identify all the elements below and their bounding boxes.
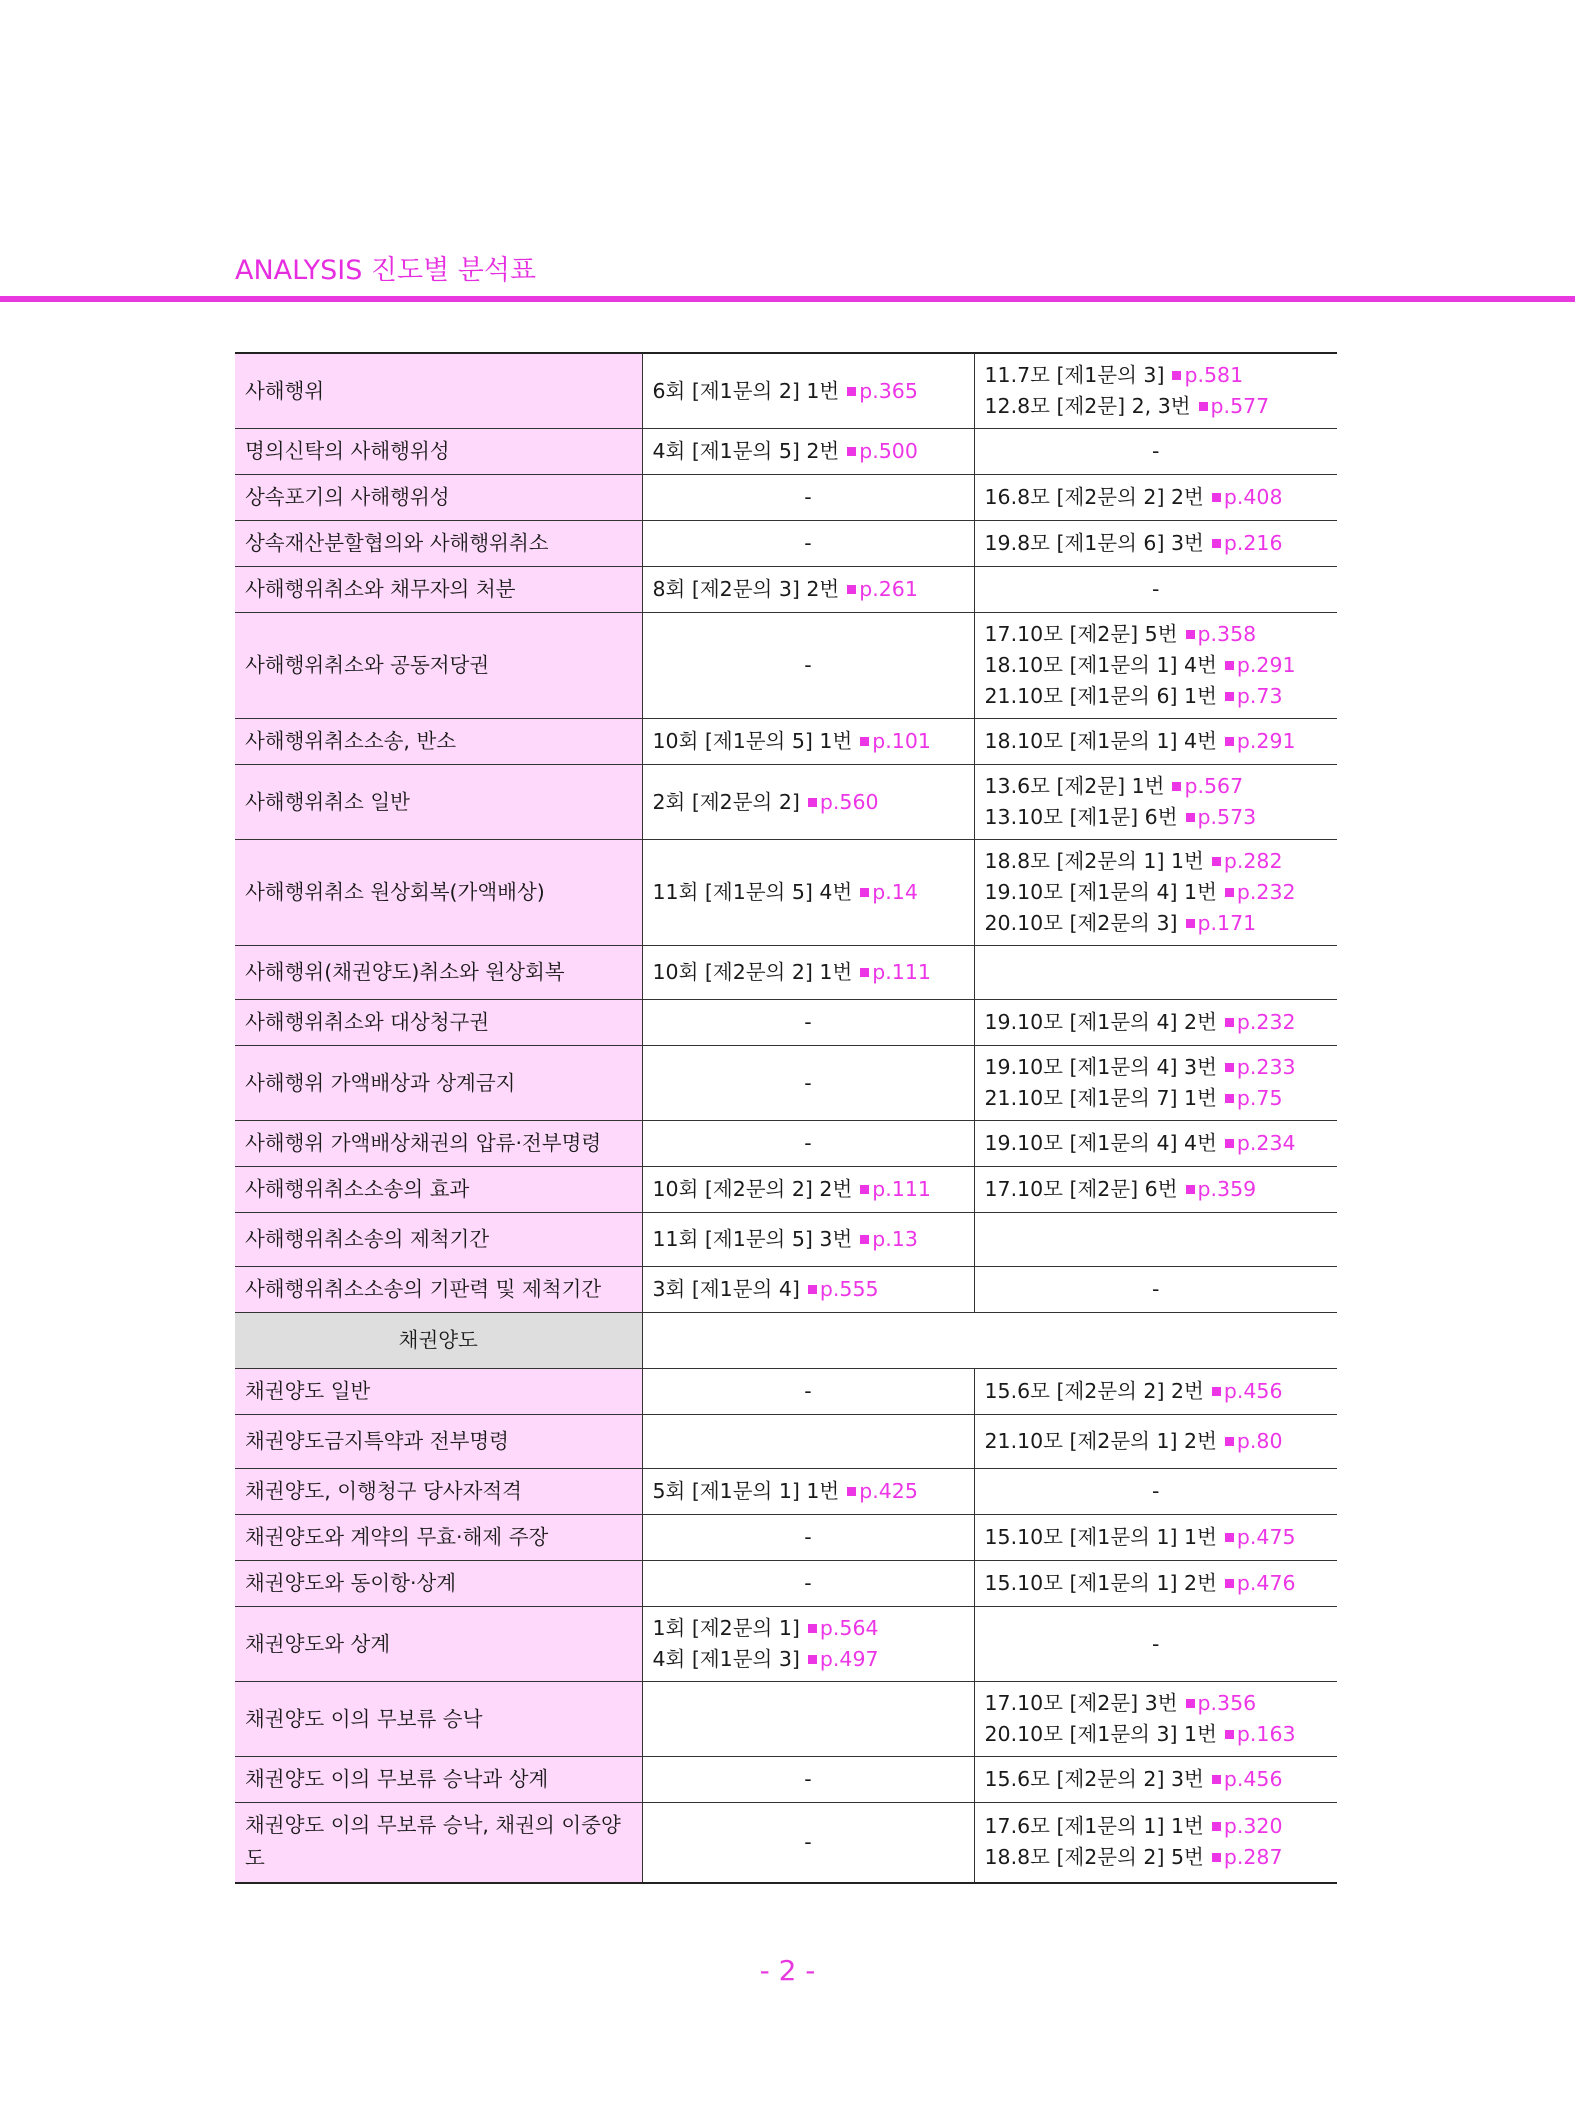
mock-exam-cell bbox=[974, 1046, 1337, 1121]
table-row bbox=[235, 1213, 1337, 1267]
page-marker-icon bbox=[1225, 737, 1234, 746]
table-row bbox=[235, 1267, 1337, 1313]
mock-exam-cell bbox=[974, 1561, 1337, 1607]
reference-line bbox=[985, 1426, 1328, 1457]
page-reference: p.497 bbox=[819, 1647, 879, 1671]
exam-cell bbox=[642, 1267, 974, 1313]
table-row bbox=[235, 567, 1337, 613]
mock-exam-cell bbox=[974, 719, 1337, 765]
reference-line bbox=[653, 877, 964, 908]
reference-text: 18.8모 [제2문의 2] 5번 bbox=[984, 1845, 1204, 1870]
page-reference: p.14 bbox=[872, 880, 918, 904]
topic-cell: 사해행위취소와 대상청구권 bbox=[235, 1000, 642, 1046]
mock-exam-cell bbox=[974, 613, 1337, 719]
page-marker-icon bbox=[1225, 1579, 1234, 1588]
topic-cell: 사해행위 가액배상과 상계금지 bbox=[235, 1046, 642, 1121]
page-reference: p.359 bbox=[1197, 1177, 1257, 1201]
page-marker-icon bbox=[847, 1487, 856, 1496]
reference-text: 20.10모 [제1문의 3] 1번 bbox=[984, 1722, 1217, 1746]
page-marker-icon bbox=[1212, 1387, 1221, 1396]
topic-cell: 사해행위취소소송, 반소 bbox=[235, 719, 642, 765]
reference-text: 4회 [제1문의 5] 2번 bbox=[652, 439, 840, 463]
page-reference: p.573 bbox=[1197, 805, 1257, 829]
page-marker-icon bbox=[1199, 402, 1208, 411]
reference-line bbox=[985, 1083, 1328, 1114]
topic-cell: 명의신탁의 사해행위성 bbox=[235, 429, 642, 475]
page-reference: p.282 bbox=[1223, 849, 1283, 873]
mock-exam-cell bbox=[974, 475, 1337, 521]
reference-line bbox=[985, 650, 1328, 681]
page-marker-icon bbox=[1186, 1699, 1195, 1708]
reference-text: 18.8모 [제2문의 1] 1번 bbox=[984, 849, 1204, 873]
page-reference: p.358 bbox=[1197, 622, 1257, 646]
mock-exam-cell bbox=[974, 1515, 1337, 1561]
reference-line bbox=[985, 1007, 1328, 1038]
page-reference: p.500 bbox=[859, 439, 918, 463]
reference-line bbox=[985, 482, 1328, 513]
page-marker-icon bbox=[1212, 493, 1221, 502]
topic-cell: 사해행위 가액배상채권의 압류·전부명령 bbox=[235, 1121, 642, 1167]
mock-exam-cell bbox=[974, 1167, 1337, 1213]
reference-line bbox=[985, 1522, 1328, 1553]
mock-exam-cell bbox=[974, 1000, 1337, 1046]
page-reference: p.408 bbox=[1223, 485, 1283, 509]
topic-cell: 채권양도 일반 bbox=[235, 1369, 642, 1415]
page-marker-icon bbox=[860, 968, 869, 977]
page-reference: p.101 bbox=[872, 729, 931, 753]
exam-cell bbox=[642, 1167, 974, 1213]
reference-text: 11회 [제1문의 5] 4번 bbox=[652, 880, 853, 904]
page-marker-icon bbox=[1186, 1185, 1195, 1194]
page-marker-icon bbox=[847, 585, 856, 594]
reference-text: 11.7모 [제1문의 3] bbox=[984, 363, 1165, 387]
page-reference: p.581 bbox=[1184, 363, 1244, 387]
page-marker-icon bbox=[860, 737, 869, 746]
reference-text: 15.6모 [제2문의 2] 3번 bbox=[984, 1767, 1204, 1791]
mock-exam-cell bbox=[974, 765, 1337, 840]
page-reference: p.287 bbox=[1223, 1845, 1283, 1870]
page-marker-icon bbox=[860, 1185, 869, 1194]
reference-text: 13.6모 [제2문] 1번 bbox=[984, 774, 1165, 798]
table-row bbox=[235, 1469, 1337, 1515]
topic-cell: 사해행위취소소송의 기판력 및 제척기간 bbox=[235, 1267, 642, 1313]
table-row bbox=[235, 1369, 1337, 1415]
page-marker-icon bbox=[860, 1235, 869, 1244]
exam-cell: - bbox=[642, 1121, 974, 1167]
exam-cell: - bbox=[642, 1803, 974, 1883]
exam-cell bbox=[642, 719, 974, 765]
reference-text: 10회 [제2문의 2] 2번 bbox=[652, 1177, 853, 1201]
page-reference: p.456 bbox=[1223, 1767, 1283, 1791]
reference-line bbox=[653, 787, 964, 818]
reference-text: 1회 [제2문의 1] bbox=[652, 1616, 800, 1640]
reference-line bbox=[653, 1644, 964, 1675]
reference-text: 11회 [제1문의 5] 3번 bbox=[652, 1227, 853, 1251]
page-marker-icon bbox=[1212, 539, 1221, 548]
exam-cell bbox=[642, 946, 974, 1000]
page-reference: p.80 bbox=[1236, 1429, 1283, 1453]
reference-text: 2회 [제2문의 2] bbox=[652, 789, 800, 814]
reference-line bbox=[653, 726, 964, 757]
page-marker-icon bbox=[1225, 1437, 1234, 1446]
page-reference: p.111 bbox=[872, 1177, 931, 1201]
table-row bbox=[235, 475, 1337, 521]
page-marker-icon bbox=[1225, 1063, 1234, 1072]
exam-cell bbox=[642, 1469, 974, 1515]
table-row bbox=[235, 719, 1337, 765]
mock-exam-cell bbox=[974, 1682, 1337, 1757]
exam-cell bbox=[642, 429, 974, 475]
page-marker-icon bbox=[808, 1285, 817, 1294]
exam-cell bbox=[642, 1607, 974, 1682]
page-header-title: ANALYSIS 진도별 분석표 bbox=[235, 255, 536, 286]
table-row bbox=[235, 1607, 1337, 1682]
section-title: 채권양도 bbox=[235, 1313, 642, 1369]
reference-text: 15.6모 [제2문의 2] 2번 bbox=[984, 1379, 1204, 1403]
page-marker-icon bbox=[1225, 692, 1234, 701]
page-marker-icon bbox=[1186, 919, 1195, 928]
reference-line bbox=[985, 360, 1328, 391]
exam-cell: - bbox=[642, 1000, 974, 1046]
mock-exam-cell bbox=[974, 353, 1337, 429]
page-marker-icon bbox=[1212, 1822, 1221, 1831]
topic-cell: 채권양도금지특약과 전부명령 bbox=[235, 1415, 642, 1469]
page-number: - 2 - bbox=[759, 1954, 816, 1987]
page-marker-icon bbox=[1212, 1775, 1221, 1784]
reference-line bbox=[985, 802, 1328, 833]
reference-text: 13.10모 [제1문] 6번 bbox=[984, 805, 1178, 829]
reference-text: 18.10모 [제1문의 1] 4번 bbox=[984, 729, 1217, 753]
reference-text: 21.10모 [제1문의 6] 1번 bbox=[984, 684, 1217, 708]
exam-cell bbox=[642, 765, 974, 840]
reference-line bbox=[985, 1052, 1328, 1083]
reference-text: 17.10모 [제2문] 6번 bbox=[984, 1177, 1178, 1201]
table-row bbox=[235, 521, 1337, 567]
page-marker-icon bbox=[808, 1624, 817, 1633]
page-reference: p.456 bbox=[1223, 1379, 1283, 1403]
page-reference: p.475 bbox=[1236, 1525, 1296, 1549]
reference-text: 19.10모 [제1문의 4] 1번 bbox=[984, 880, 1217, 904]
exam-cell bbox=[642, 840, 974, 946]
page-marker-icon bbox=[1225, 1139, 1234, 1148]
page-marker-icon bbox=[1225, 1533, 1234, 1542]
page-marker-icon bbox=[847, 447, 856, 456]
exam-cell: - bbox=[642, 1369, 974, 1415]
topic-cell: 상속재산분할협의와 사해행위취소 bbox=[235, 521, 642, 567]
page-reference: p.291 bbox=[1236, 729, 1296, 753]
topic-cell: 사해행위취소 일반 bbox=[235, 765, 642, 840]
table-row bbox=[235, 353, 1337, 429]
reference-text: 19.10모 [제1문의 4] 3번 bbox=[984, 1055, 1217, 1079]
page-reference: p.425 bbox=[859, 1479, 918, 1503]
page-reference: p.111 bbox=[872, 960, 931, 984]
page-marker-icon bbox=[1186, 630, 1195, 639]
page-reference: p.356 bbox=[1197, 1691, 1257, 1715]
page-marker-icon bbox=[1225, 1730, 1234, 1739]
page-reference: p.171 bbox=[1197, 911, 1257, 935]
mock-exam-cell bbox=[974, 521, 1337, 567]
reference-line bbox=[985, 681, 1328, 712]
topic-cell: 채권양도 이의 무보류 승낙 bbox=[235, 1682, 642, 1757]
reference-line bbox=[985, 771, 1328, 802]
reference-line bbox=[985, 908, 1328, 939]
reference-line bbox=[985, 1376, 1328, 1407]
reference-text: 17.6모 [제1문의 1] 1번 bbox=[984, 1814, 1204, 1839]
table-row bbox=[235, 613, 1337, 719]
page-reference: p.291 bbox=[1236, 653, 1296, 677]
reference-text: 15.10모 [제1문의 1] 1번 bbox=[984, 1525, 1217, 1549]
mock-exam-cell bbox=[974, 946, 1337, 1000]
topic-cell: 사해행위 bbox=[235, 353, 642, 429]
page-marker-icon bbox=[1172, 782, 1181, 791]
exam-cell: - bbox=[642, 475, 974, 521]
reference-text: 21.10모 [제2문의 1] 2번 bbox=[984, 1429, 1217, 1453]
mock-exam-cell bbox=[974, 840, 1337, 946]
exam-cell bbox=[642, 1415, 974, 1469]
reference-line bbox=[985, 1842, 1328, 1873]
reference-line bbox=[653, 376, 964, 407]
page-reference: p.564 bbox=[819, 1616, 879, 1640]
reference-text: 8회 [제2문의 3] 2번 bbox=[652, 577, 840, 601]
page-reference: p.567 bbox=[1184, 774, 1244, 798]
reference-text: 5회 [제1문의 1] 1번 bbox=[652, 1479, 840, 1503]
reference-line bbox=[985, 1128, 1328, 1159]
page-reference: p.234 bbox=[1236, 1131, 1296, 1155]
table-row bbox=[235, 1757, 1337, 1803]
mock-exam-cell bbox=[974, 1803, 1337, 1883]
reference-line bbox=[653, 1174, 964, 1205]
analysis-table bbox=[235, 352, 1337, 1884]
reference-line bbox=[653, 574, 964, 605]
reference-line bbox=[653, 436, 964, 467]
reference-line bbox=[653, 1613, 964, 1644]
page-marker-icon bbox=[847, 387, 856, 396]
page-marker-icon bbox=[1225, 661, 1234, 670]
page-reference: p.232 bbox=[1236, 880, 1296, 904]
reference-line bbox=[985, 391, 1328, 422]
page-reference: p.560 bbox=[819, 789, 879, 814]
page-marker-icon bbox=[1172, 371, 1181, 380]
table-row bbox=[235, 1803, 1337, 1883]
reference-line bbox=[985, 528, 1328, 559]
reference-text: 21.10모 [제1문의 7] 1번 bbox=[984, 1086, 1217, 1110]
reference-text: 15.10모 [제1문의 1] 2번 bbox=[984, 1571, 1217, 1595]
topic-cell: 채권양도 이의 무보류 승낙, 채권의 이중양도 bbox=[235, 1803, 642, 1883]
reference-text: 19.8모 [제1문의 6] 3번 bbox=[984, 531, 1204, 555]
reference-text: 17.10모 [제2문] 3번 bbox=[984, 1691, 1178, 1715]
table-row bbox=[235, 946, 1337, 1000]
reference-line bbox=[985, 619, 1328, 650]
mock-exam-cell bbox=[974, 1121, 1337, 1167]
page-marker-icon bbox=[808, 798, 817, 807]
exam-cell: - bbox=[642, 1046, 974, 1121]
reference-text: 12.8모 [제2문] 2, 3번 bbox=[984, 394, 1191, 418]
table-row bbox=[235, 840, 1337, 946]
reference-line bbox=[985, 1764, 1328, 1795]
reference-text: 20.10모 [제2문의 3] bbox=[984, 911, 1178, 935]
exam-cell bbox=[642, 567, 974, 613]
reference-text: 6회 [제1문의 2] 1번 bbox=[652, 378, 840, 403]
reference-text: 19.10모 [제1문의 4] 2번 bbox=[984, 1010, 1217, 1034]
reference-text: 4회 [제1문의 3] bbox=[652, 1647, 800, 1671]
page-marker-icon bbox=[1212, 857, 1221, 866]
reference-line bbox=[985, 726, 1328, 757]
page-reference: p.75 bbox=[1236, 1086, 1283, 1110]
section-row bbox=[235, 1313, 1337, 1369]
reference-line bbox=[985, 1688, 1328, 1719]
reference-text: 16.8모 [제2문의 2] 2번 bbox=[984, 485, 1204, 509]
exam-cell: - bbox=[642, 1757, 974, 1803]
page-reference: p.476 bbox=[1236, 1571, 1296, 1595]
table-row bbox=[235, 1167, 1337, 1213]
topic-cell: 채권양도, 이행청구 당사자적격 bbox=[235, 1469, 642, 1515]
page-marker-icon bbox=[1225, 1094, 1234, 1103]
mock-exam-cell bbox=[974, 1757, 1337, 1803]
mock-exam-cell: - bbox=[1152, 1479, 1160, 1503]
page-reference: p.13 bbox=[872, 1227, 918, 1251]
reference-line bbox=[653, 1274, 964, 1305]
reference-line bbox=[985, 846, 1328, 877]
topic-cell: 사해행위취소와 채무자의 처분 bbox=[235, 567, 642, 613]
topic-cell: 채권양도와 상계 bbox=[235, 1607, 642, 1682]
reference-line bbox=[653, 1224, 964, 1255]
mock-exam-cell: - bbox=[1152, 1277, 1160, 1301]
page-reference: p.320 bbox=[1223, 1814, 1283, 1839]
exam-cell bbox=[642, 1682, 974, 1757]
exam-cell: - bbox=[642, 1561, 974, 1607]
topic-cell: 채권양도 이의 무보류 승낙과 상계 bbox=[235, 1757, 642, 1803]
exam-cell: - bbox=[642, 613, 974, 719]
mock-exam-cell: - bbox=[1152, 439, 1160, 463]
topic-cell: 사해행위취소와 공동저당권 bbox=[235, 613, 642, 719]
mock-exam-cell: - bbox=[1152, 577, 1160, 601]
topic-cell: 사해행위취소송의 제척기간 bbox=[235, 1213, 642, 1267]
reference-text: 18.10모 [제1문의 1] 4번 bbox=[984, 653, 1217, 677]
header-divider bbox=[0, 296, 1575, 302]
table-row bbox=[235, 1682, 1337, 1757]
reference-text: 10회 [제2문의 2] 1번 bbox=[652, 960, 853, 984]
table-row bbox=[235, 1515, 1337, 1561]
page-reference: p.232 bbox=[1236, 1010, 1296, 1034]
page-reference: p.233 bbox=[1236, 1055, 1296, 1079]
table-row bbox=[235, 1000, 1337, 1046]
exam-cell bbox=[642, 353, 974, 429]
topic-cell: 채권양도와 동이항·상계 bbox=[235, 1561, 642, 1607]
exam-cell bbox=[642, 1213, 974, 1267]
topic-cell: 사해행위취소 원상회복(가액배상) bbox=[235, 840, 642, 946]
mock-exam-cell bbox=[974, 1415, 1337, 1469]
reference-line bbox=[653, 957, 964, 988]
reference-line bbox=[985, 1811, 1328, 1842]
mock-exam-cell: - bbox=[1152, 1631, 1160, 1656]
page-reference: p.555 bbox=[819, 1277, 879, 1301]
page-reference: p.163 bbox=[1236, 1722, 1296, 1746]
reference-line bbox=[653, 1476, 964, 1507]
table-row bbox=[235, 1415, 1337, 1469]
page-marker-icon bbox=[1186, 813, 1195, 822]
exam-cell: - bbox=[642, 1515, 974, 1561]
reference-text: 17.10모 [제2문] 5번 bbox=[984, 622, 1178, 646]
table-row bbox=[235, 1121, 1337, 1167]
reference-line bbox=[985, 877, 1328, 908]
page-marker-icon bbox=[860, 888, 869, 897]
page-reference: p.261 bbox=[859, 577, 918, 601]
topic-cell: 사해행위(채권양도)취소와 원상회복 bbox=[235, 946, 642, 1000]
page-marker-icon bbox=[1212, 1853, 1221, 1862]
page-reference: p.365 bbox=[859, 378, 918, 403]
reference-line bbox=[985, 1568, 1328, 1599]
topic-cell: 채권양도와 계약의 무효·해제 주장 bbox=[235, 1515, 642, 1561]
reference-line bbox=[985, 1174, 1328, 1205]
reference-line bbox=[985, 1719, 1328, 1750]
page-marker-icon bbox=[1225, 1018, 1234, 1027]
page-reference: p.216 bbox=[1223, 531, 1283, 555]
page-reference: p.577 bbox=[1210, 394, 1270, 418]
table-row bbox=[235, 1561, 1337, 1607]
reference-text: 19.10모 [제1문의 4] 4번 bbox=[984, 1131, 1217, 1155]
page-reference: p.73 bbox=[1236, 684, 1283, 708]
reference-text: 3회 [제1문의 4] bbox=[652, 1277, 800, 1301]
reference-text: 10회 [제1문의 5] 1번 bbox=[652, 729, 853, 753]
exam-cell: - bbox=[642, 521, 974, 567]
table-row bbox=[235, 765, 1337, 840]
page-marker-icon bbox=[808, 1655, 817, 1664]
section-blank-cell bbox=[642, 1313, 1337, 1369]
topic-cell: 사해행위취소소송의 효과 bbox=[235, 1167, 642, 1213]
mock-exam-cell bbox=[974, 1369, 1337, 1415]
page-marker-icon bbox=[1225, 888, 1234, 897]
table-row bbox=[235, 429, 1337, 475]
topic-cell: 상속포기의 사해행위성 bbox=[235, 475, 642, 521]
mock-exam-cell bbox=[974, 1213, 1337, 1267]
table-row bbox=[235, 1046, 1337, 1121]
